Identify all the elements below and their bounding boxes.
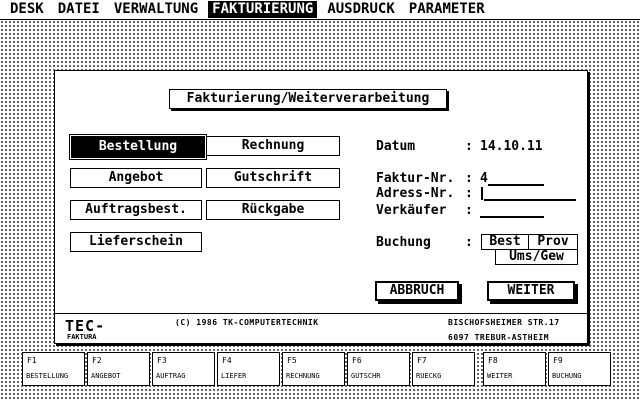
fkey-number: F9 bbox=[553, 356, 563, 365]
fkey-label: LIEFER bbox=[221, 372, 247, 380]
text-cursor bbox=[481, 187, 483, 200]
fkey-f9[interactable] bbox=[548, 352, 611, 386]
fkey-number: F5 bbox=[287, 356, 297, 365]
lieferschein-button[interactable]: Lieferschein bbox=[70, 232, 202, 252]
fkey-label: ANGEBOT bbox=[91, 372, 121, 380]
fkey-label: BUCHUNG bbox=[552, 372, 582, 380]
adress-nr-field[interactable] bbox=[484, 199, 576, 201]
faktur-nr-colon: : bbox=[465, 171, 473, 186]
fkey-number: F2 bbox=[92, 356, 102, 365]
datum-label: Datum bbox=[376, 139, 416, 154]
buchung-colon: : bbox=[465, 235, 473, 250]
fkey-label: AUFTRAG bbox=[156, 372, 186, 380]
fkey-f4[interactable] bbox=[217, 352, 280, 386]
fakturierung-dialog bbox=[54, 70, 588, 344]
fkey-number: F1 bbox=[27, 356, 37, 365]
fkey-f6[interactable] bbox=[347, 352, 410, 386]
menu-fakturierung[interactable]: FAKTURIERUNG bbox=[208, 1, 317, 18]
faktur-nr-field[interactable] bbox=[488, 184, 544, 186]
fkey-f2[interactable] bbox=[87, 352, 150, 386]
rueckgabe-button[interactable]: Rückgabe bbox=[206, 200, 340, 220]
fkey-number: F3 bbox=[157, 356, 167, 365]
fkey-label: RUECKG bbox=[416, 372, 442, 380]
fkey-number: F6 bbox=[352, 356, 362, 365]
fkey-label: BESTELLUNG bbox=[26, 372, 69, 380]
menu-ausdruck[interactable]: AUSDRUCK bbox=[327, 1, 395, 17]
buchung-prov-option[interactable]: Prov bbox=[528, 234, 578, 250]
abbruch-button[interactable]: ABBRUCH bbox=[375, 281, 459, 301]
rechnung-button[interactable]: Rechnung bbox=[206, 136, 340, 156]
buchung-umsgew-option[interactable]: Ums/Gew bbox=[495, 249, 578, 265]
buchung-label: Buchung bbox=[376, 235, 431, 250]
verkaeufer-field[interactable] bbox=[480, 216, 544, 218]
fkey-f7[interactable] bbox=[412, 352, 475, 386]
tec-logo-subtitle: FAKTURA bbox=[67, 333, 97, 341]
datum-value: 14.10.11 bbox=[480, 139, 543, 154]
fkey-number: F4 bbox=[222, 356, 232, 365]
auftragsbest-button[interactable]: Auftragsbest. bbox=[70, 200, 202, 220]
function-key-bar bbox=[22, 352, 613, 386]
fkey-f1[interactable] bbox=[22, 352, 85, 386]
fkey-label: GUTSCHR bbox=[351, 372, 381, 380]
faktur-nr-value: 4 bbox=[480, 171, 488, 186]
menu-verwaltung[interactable]: VERWALTUNG bbox=[113, 1, 199, 17]
fkey-f8[interactable] bbox=[483, 352, 546, 386]
adress-nr-label: Adress-Nr. bbox=[376, 186, 455, 201]
adress-nr-colon: : bbox=[465, 186, 473, 201]
copyright-text: (C) 1986 TK-COMPUTERTECHNIK bbox=[175, 318, 319, 327]
footer-divider bbox=[55, 313, 587, 314]
buchung-best-option[interactable]: Best bbox=[481, 234, 529, 250]
fkey-number: F8 bbox=[488, 356, 498, 365]
fkey-label: RECHNUNG bbox=[286, 372, 320, 380]
address-line-2: 6097 TREBUR-ASTHEIM bbox=[448, 333, 550, 342]
datum-colon: : bbox=[465, 139, 473, 154]
bestellung-button[interactable]: Bestellung bbox=[71, 136, 205, 158]
fkey-number: F7 bbox=[417, 356, 427, 365]
faktur-nr-label: Faktur-Nr. bbox=[376, 171, 455, 186]
menu-bar bbox=[0, 0, 640, 20]
tec-logo: TEC- bbox=[65, 317, 106, 335]
verkaeufer-label: Verkäufer bbox=[376, 203, 447, 218]
menu-datei[interactable]: DATEI bbox=[57, 1, 100, 17]
address-line-1: BISCHOFSHEIMER STR.17 bbox=[448, 318, 560, 327]
fkey-f5[interactable] bbox=[282, 352, 345, 386]
menu-parameter[interactable]: PARAMETER bbox=[408, 1, 485, 17]
verkaeufer-colon: : bbox=[465, 203, 473, 218]
dialog-title: Fakturierung/Weiterverarbeitung bbox=[169, 89, 447, 109]
gutschrift-button[interactable]: Gutschrift bbox=[206, 168, 340, 188]
fkey-label: WEITER bbox=[487, 372, 513, 380]
weiter-button[interactable]: WEITER bbox=[487, 281, 575, 301]
angebot-button[interactable]: Angebot bbox=[70, 168, 202, 188]
menu-desk[interactable]: DESK bbox=[10, 1, 44, 17]
fkey-f3[interactable] bbox=[152, 352, 215, 386]
